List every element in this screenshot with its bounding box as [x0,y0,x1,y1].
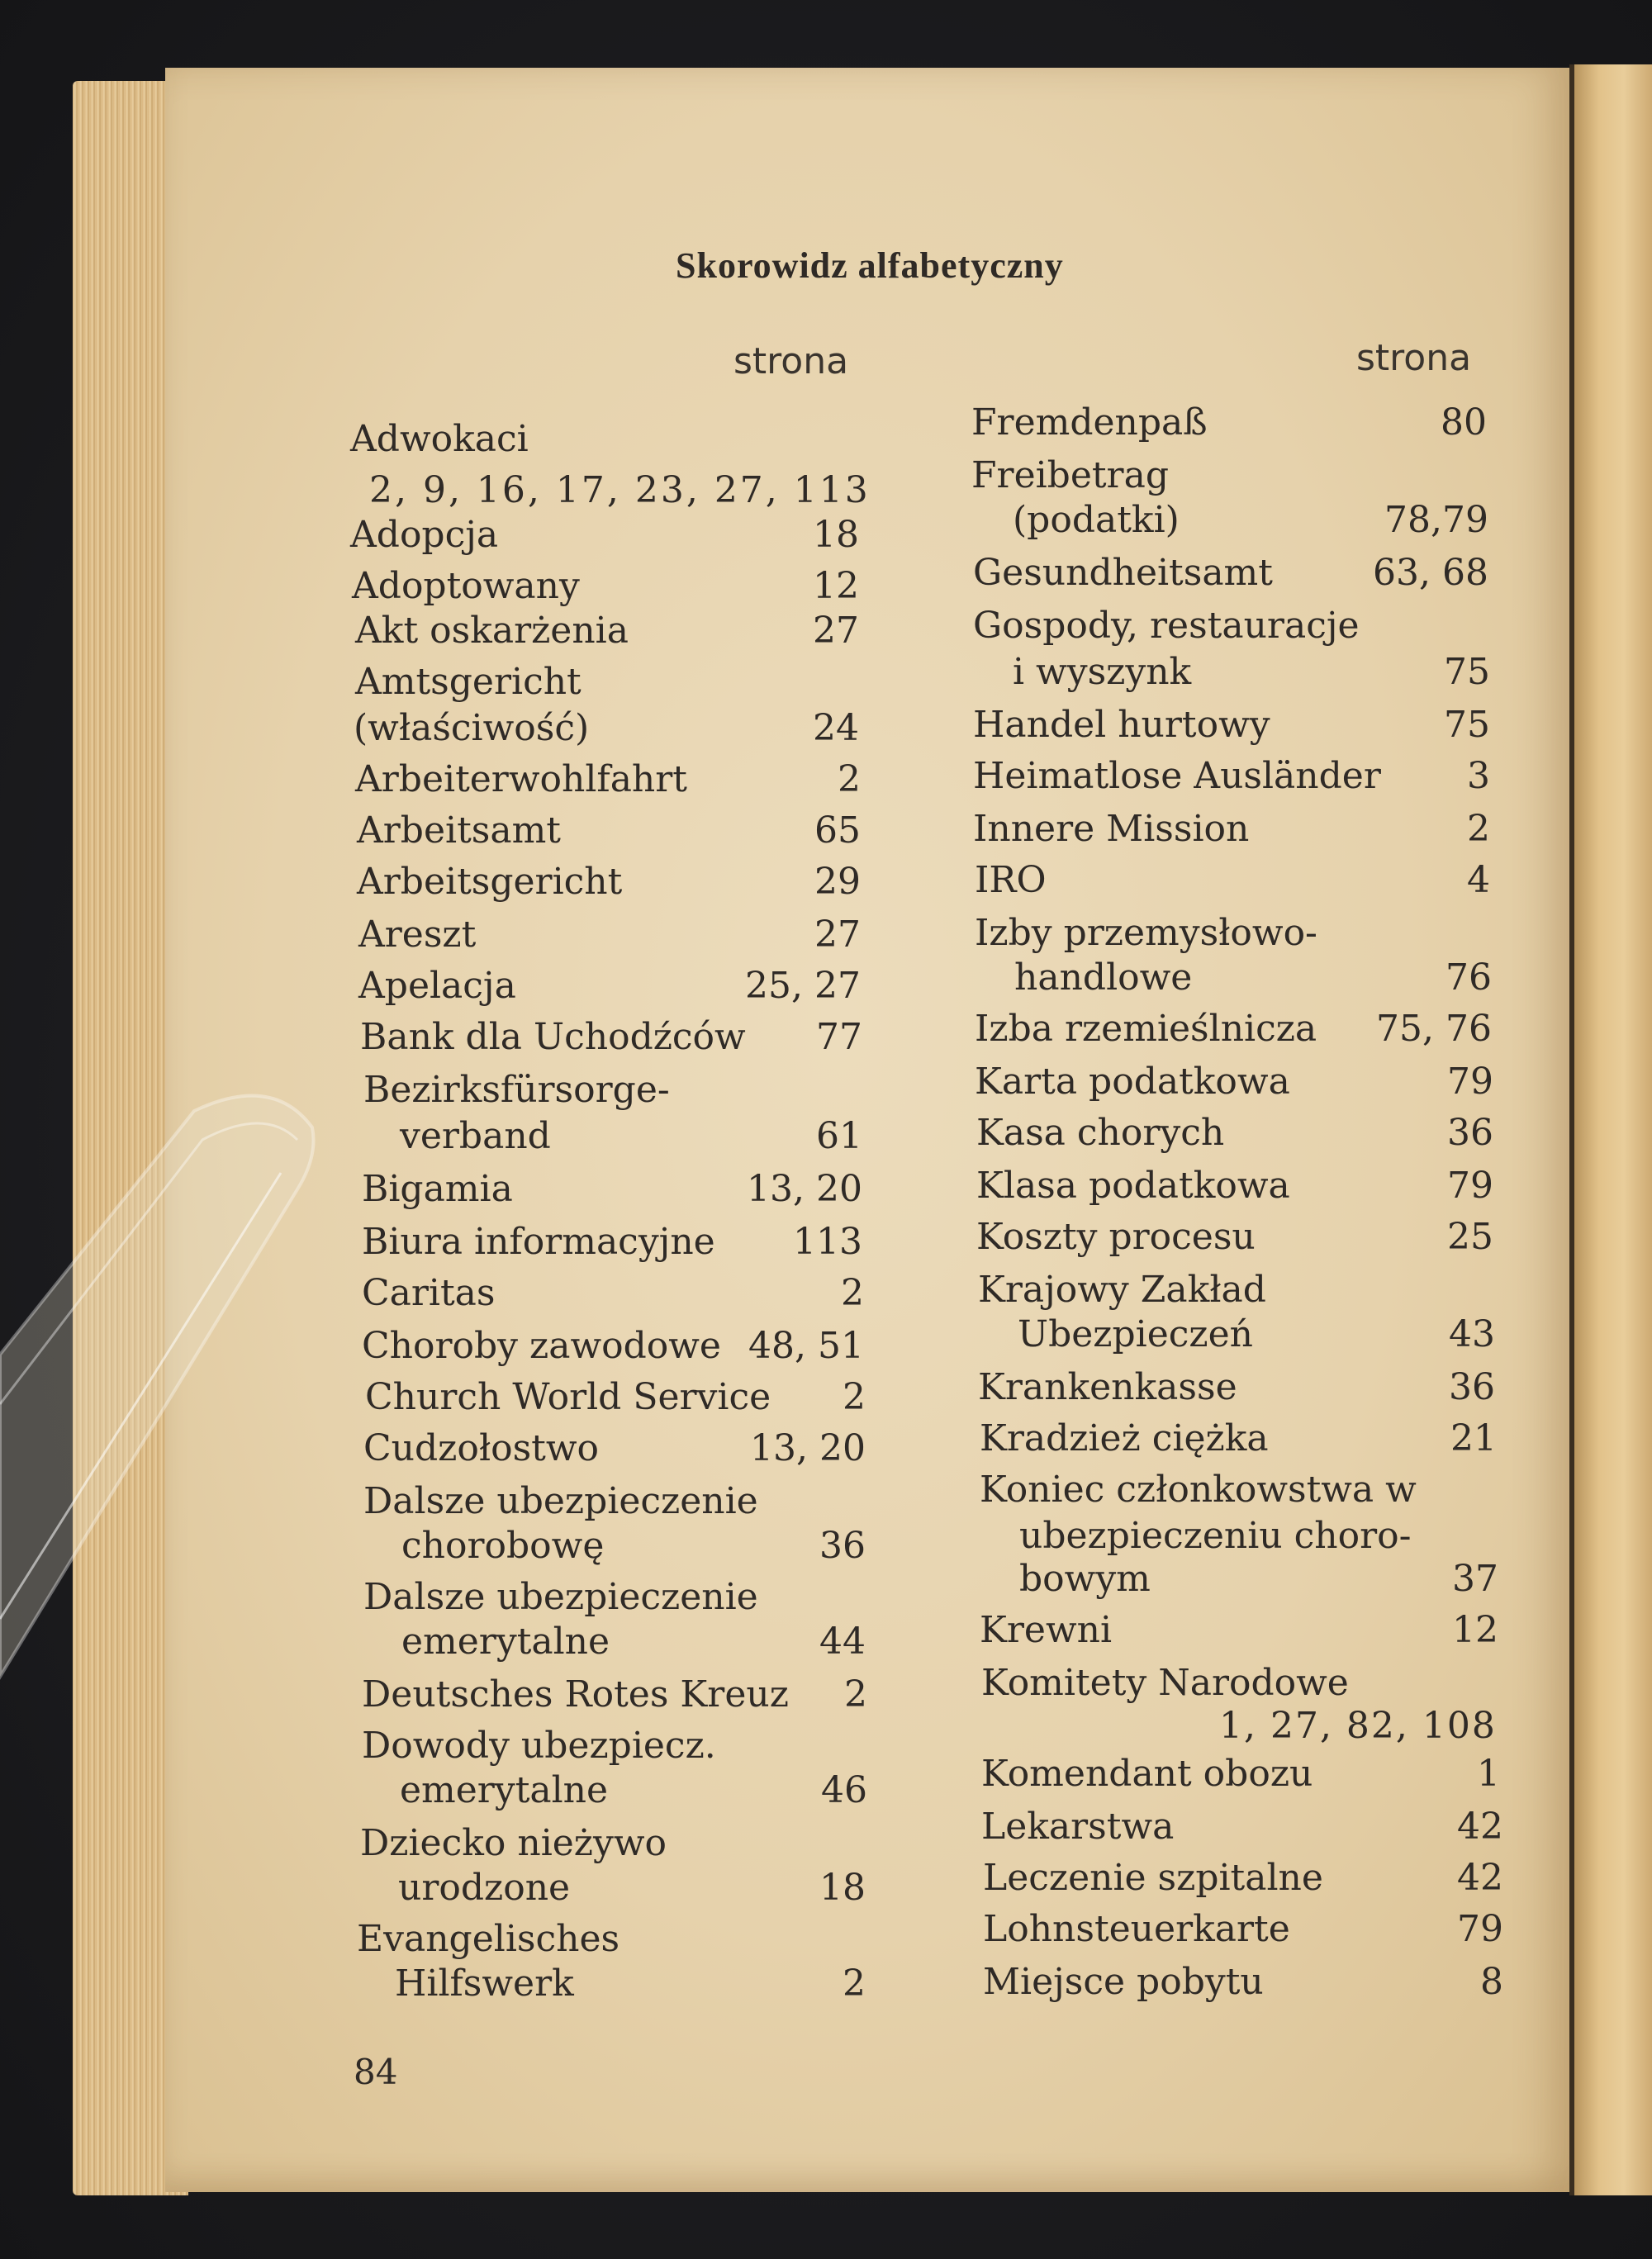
index-pages: 2 [843,1962,866,2005]
index-pages: 13, 20 [750,1427,866,1469]
index-pages: 36 [1449,1366,1495,1408]
index-term: Arbeiterwohlfahrt [355,758,687,800]
index-term: IRO [975,859,1047,901]
index-term: Adopcja [350,514,499,556]
index-term: Gesundheitsamt [973,552,1273,594]
index-pages: 48, 51 [748,1325,864,1367]
index-term: Krajowy Zakład [978,1269,1266,1311]
index-term: handlowe [1014,956,1193,999]
index-pages: 8 [1480,1961,1503,2003]
right-column-header: strona [1356,337,1472,379]
index-pages: 27 [814,914,861,956]
index-term: Ubezpieczeń [1018,1313,1253,1355]
index-term: 1, 27, 82, 108 [1219,1705,1497,1747]
index-term: Koszty procesu [976,1216,1256,1258]
index-term: Komendant obozu [981,1753,1313,1795]
page-title: Skorowidz alfabetyczny [676,245,1064,286]
index-term: Klasa podatkowa [976,1165,1290,1207]
index-term: Karta podatkowa [975,1061,1290,1103]
index-term: Areszt [358,914,477,956]
page-number: 84 [354,2052,398,2092]
index-pages: 36 [1447,1112,1493,1154]
index-pages: 76 [1446,956,1492,999]
index-pages: 75 [1444,704,1490,746]
index-term: Kradzież ciężka [980,1417,1269,1459]
index-pages: 24 [813,707,859,749]
index-term: Dziecko nieżywo [360,1822,667,1864]
left-column-header: strona [733,340,849,382]
index-pages: 13, 20 [747,1168,862,1210]
index-term: Handel hurtowy [973,704,1270,746]
index-term: Evangelisches [357,1918,620,1960]
index-term: Krankenkasse [978,1366,1237,1408]
index-term: Hilfswerk [395,1962,574,2005]
index-pages: 25 [1447,1216,1493,1258]
index-pages: 36 [819,1525,866,1567]
index-term: Fremdenpaß [971,401,1208,444]
index-term: Krewni [980,1609,1113,1651]
index-term: Biura informacyjne [362,1221,715,1263]
index-term: Deutsches Rotes Kreuz [362,1673,789,1716]
index-pages: 79 [1447,1165,1493,1207]
index-term: Kasa chorych [976,1112,1225,1154]
index-term: Freibetrag [971,454,1169,496]
index-pages: 1 [1477,1753,1500,1795]
index-term: urodzone [398,1867,571,1909]
index-pages: 75 [1444,651,1490,693]
index-pages: 18 [819,1867,866,1909]
index-term: Choroby zawodowe [362,1325,721,1367]
index-pages: 43 [1449,1313,1495,1355]
index-term: Adwokaci [350,418,529,460]
index-pages: 63, 68 [1373,552,1488,594]
index-term: Dowody ubezpiecz. [362,1725,716,1767]
index-term: Leczenie szpitalne [983,1857,1323,1899]
index-term: Lohnsteuerkarte [983,1908,1290,1950]
index-pages: 61 [816,1115,862,1157]
index-pages: 27 [813,610,859,652]
index-pages: 2 [1467,808,1490,850]
index-term: (podatki) [1013,499,1180,541]
index-term: 2, 9, 16, 17, 23, 27, 113 [369,469,871,511]
index-term: chorobowę [401,1525,605,1567]
index-pages: 77 [816,1016,862,1058]
index-term: Izba rzemieślnicza [975,1008,1317,1050]
index-term: Church World Service [365,1376,771,1418]
index-term: Akt oskarżenia [355,610,629,652]
index-term: bowym [1019,1558,1151,1600]
index-pages: 79 [1447,1061,1493,1103]
index-term: Bigamia [362,1168,513,1210]
index-term: (właściwość) [354,707,590,749]
index-term: Miejsce pobytu [983,1961,1264,2003]
index-term: Gospody, restauracje [973,605,1360,647]
index-term: Koniec członkowstwa w [980,1469,1417,1511]
index-pages: 18 [813,514,859,556]
book-page [165,68,1569,2192]
index-pages: 78,79 [1384,499,1488,541]
index-term: Arbeitsamt [357,809,561,852]
index-term: Adoptowany [352,565,580,607]
index-term: verband [400,1115,551,1157]
index-term: Innere Mission [973,808,1250,850]
index-term: ubezpieczeniu choro- [1019,1515,1412,1557]
index-pages: 80 [1441,401,1487,444]
index-pages: 2 [844,1673,867,1716]
index-pages: 44 [819,1621,866,1663]
index-term: emerytalne [401,1621,610,1663]
index-term: Dalsze ubezpieczenie [363,1576,758,1618]
index-pages: 46 [821,1769,867,1811]
index-term: Apelacja [358,965,516,1007]
index-term: Komitety Narodowe [981,1662,1349,1704]
index-pages: 65 [814,809,861,852]
index-pages: 2 [843,1376,866,1418]
index-pages: 42 [1457,1857,1503,1899]
index-pages: 12 [1452,1609,1498,1651]
index-pages: 75, 76 [1376,1008,1492,1050]
index-pages: 113 [793,1221,862,1263]
index-pages: 42 [1457,1806,1503,1848]
index-pages: 2 [841,1272,864,1314]
index-term: emerytalne [400,1769,609,1811]
index-pages: 25, 27 [745,965,861,1007]
index-term: Caritas [362,1272,496,1314]
index-pages: 79 [1457,1908,1503,1950]
index-term: Cudzołostwo [363,1427,600,1469]
index-term: Izby przemysłowo- [975,912,1317,954]
index-pages: 37 [1452,1558,1498,1600]
index-term: Bank dla Uchodźców [360,1016,746,1058]
index-pages: 4 [1467,859,1490,901]
index-term: i wyszynk [1013,651,1192,693]
index-pages: 3 [1467,755,1490,797]
index-term: Dalsze ubezpieczenie [363,1480,758,1522]
index-term: Bezirksfürsorge- [363,1069,670,1111]
index-pages: 2 [838,758,861,800]
index-term: Lekarstwa [981,1806,1175,1848]
next-page-edge [1569,64,1652,2195]
index-term: Heimatlose Ausländer [973,755,1381,797]
index-pages: 21 [1450,1417,1497,1459]
index-pages: 12 [813,565,859,607]
index-pages: 29 [814,861,861,903]
index-term: Arbeitsgericht [357,861,623,903]
index-term: Amtsgericht [355,661,582,703]
